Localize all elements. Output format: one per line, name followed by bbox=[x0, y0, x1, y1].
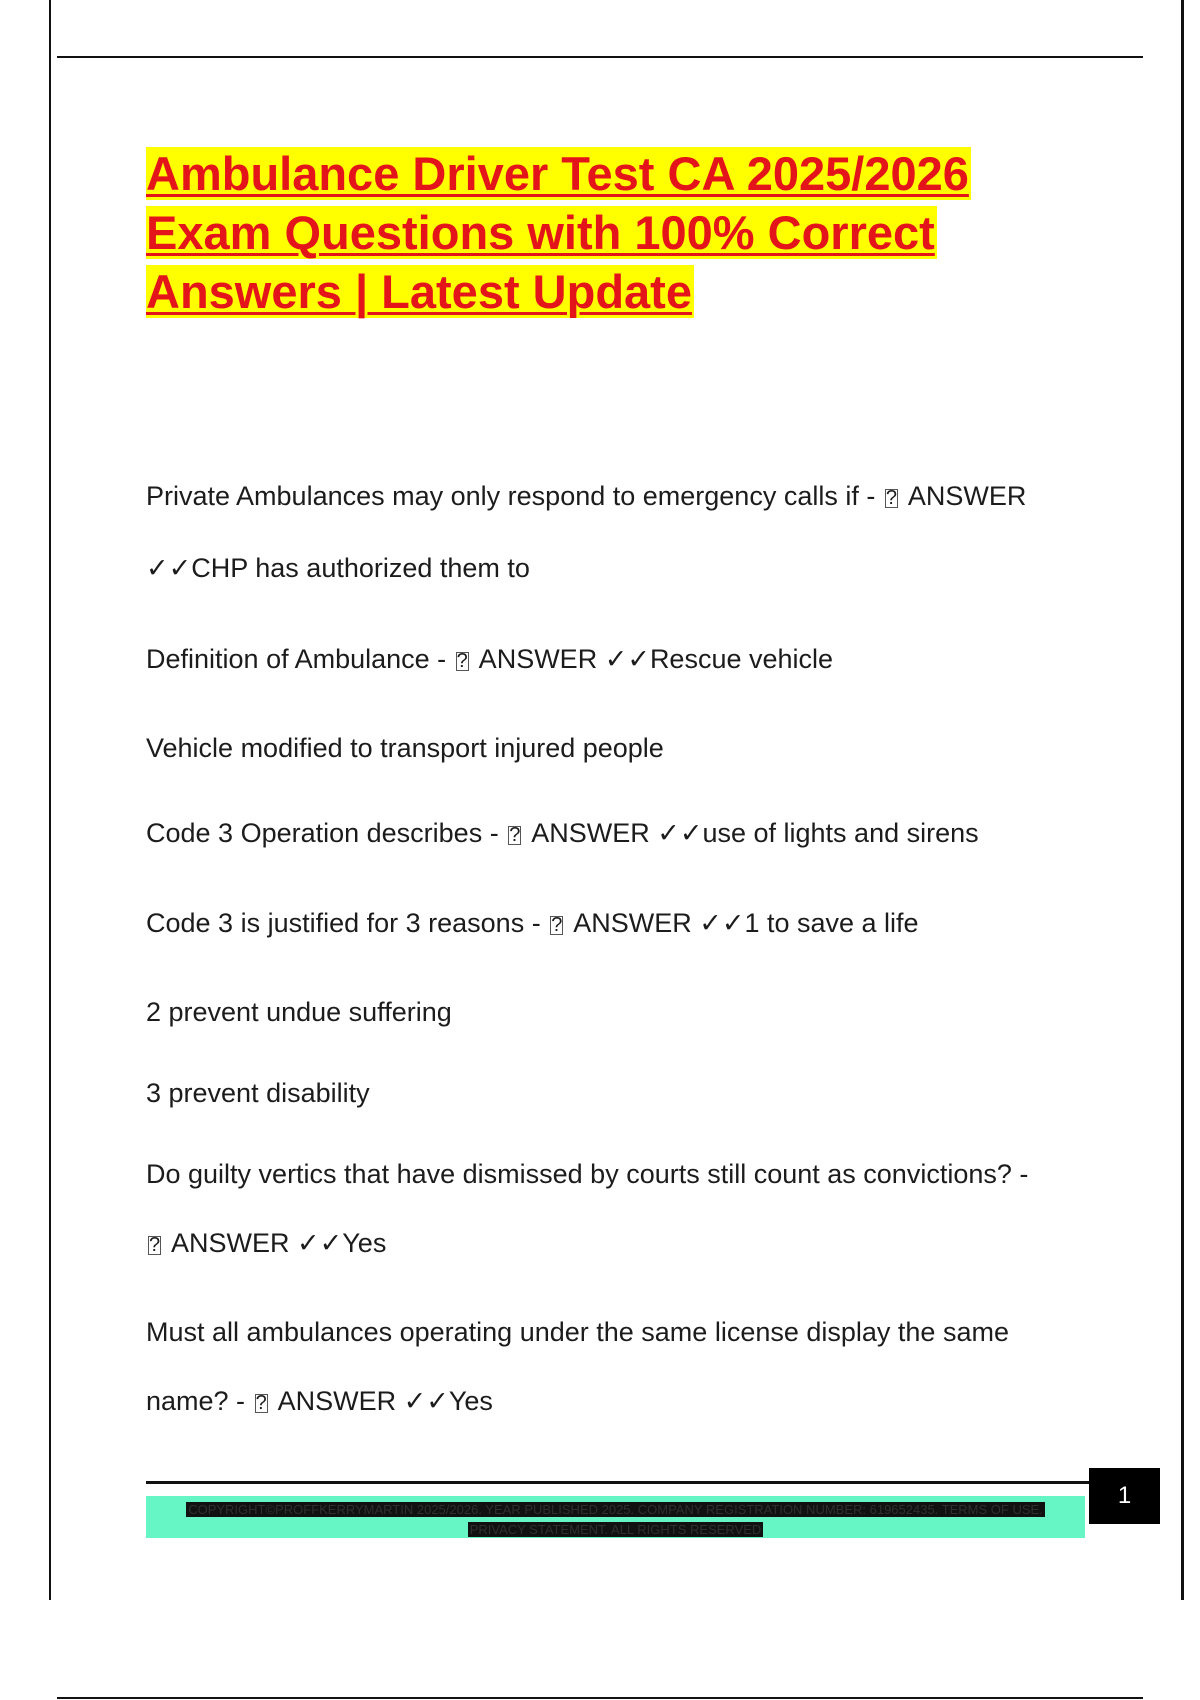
answer-marker-icon: ? bbox=[456, 650, 468, 672]
question-2: Definition of Ambulance - ? ANSWER ✓✓Rescue vehicle bbox=[146, 644, 834, 674]
copyright-line-1: COPYRIGHT©PROFFKERRYMARTIN 2025/2026. YEAR PUBLISHED 2025. COMPANY REGISTRATION NUMBER: 619652435. TERMS OF USE. bbox=[188, 1502, 1043, 1517]
question-6-line-1: Must all ambulances operating under the same license display the same bbox=[146, 1317, 1009, 1347]
answer-5: ? ANSWER ✓✓Yes bbox=[149, 1228, 387, 1258]
copyright-notice bbox=[146, 1500, 1085, 1540]
answer-marker-icon: ? bbox=[255, 1392, 267, 1414]
header-rule bbox=[57, 56, 1143, 58]
page-number: 1 bbox=[1089, 1468, 1160, 1524]
question-1-line-1: Private Ambulances may only respond to emergency calls if - ? ANSWER bbox=[146, 481, 1027, 511]
answer-marker-icon: ? bbox=[885, 487, 897, 509]
question-3: Code 3 Operation describes - ? ANSWER ✓✓use of lights and sirens bbox=[146, 818, 979, 848]
answer-2-continued: Vehicle modified to transport injured people bbox=[146, 733, 664, 763]
answer-4-item-3: 3 prevent disability bbox=[146, 1078, 370, 1108]
page-border-left bbox=[49, 0, 51, 1600]
title-line-2: Exam Questions with 100% Correct bbox=[146, 206, 935, 259]
question-6-line-2: name? - ? ANSWER ✓✓Yes bbox=[146, 1386, 493, 1416]
question-4: Code 3 is justified for 3 reasons - ? ANSWER ✓✓1 to save a life bbox=[146, 908, 919, 938]
answer-marker-icon: ? bbox=[509, 824, 521, 846]
answer-1: ✓✓CHP has authorized them to bbox=[146, 553, 530, 583]
page-border-right bbox=[1181, 0, 1184, 1600]
answer-marker-icon: ? bbox=[551, 914, 563, 936]
document-title bbox=[146, 144, 1146, 321]
title-line-1: Ambulance Driver Test CA 2025/2026 bbox=[146, 147, 969, 200]
footer-page-rule bbox=[57, 1697, 1143, 1699]
title-line-3: Answers | Latest Update bbox=[146, 265, 692, 318]
answer-marker-icon: ? bbox=[149, 1234, 161, 1256]
answer-4-item-2: 2 prevent undue suffering bbox=[146, 997, 452, 1027]
copyright-line-2: PRIVACY STATEMENT. ALL RIGHTS RESERVED bbox=[469, 1522, 762, 1537]
footer-rule bbox=[146, 1481, 1091, 1484]
question-5: Do guilty vertics that have dismissed by courts still count as convictions? - bbox=[146, 1159, 1029, 1189]
